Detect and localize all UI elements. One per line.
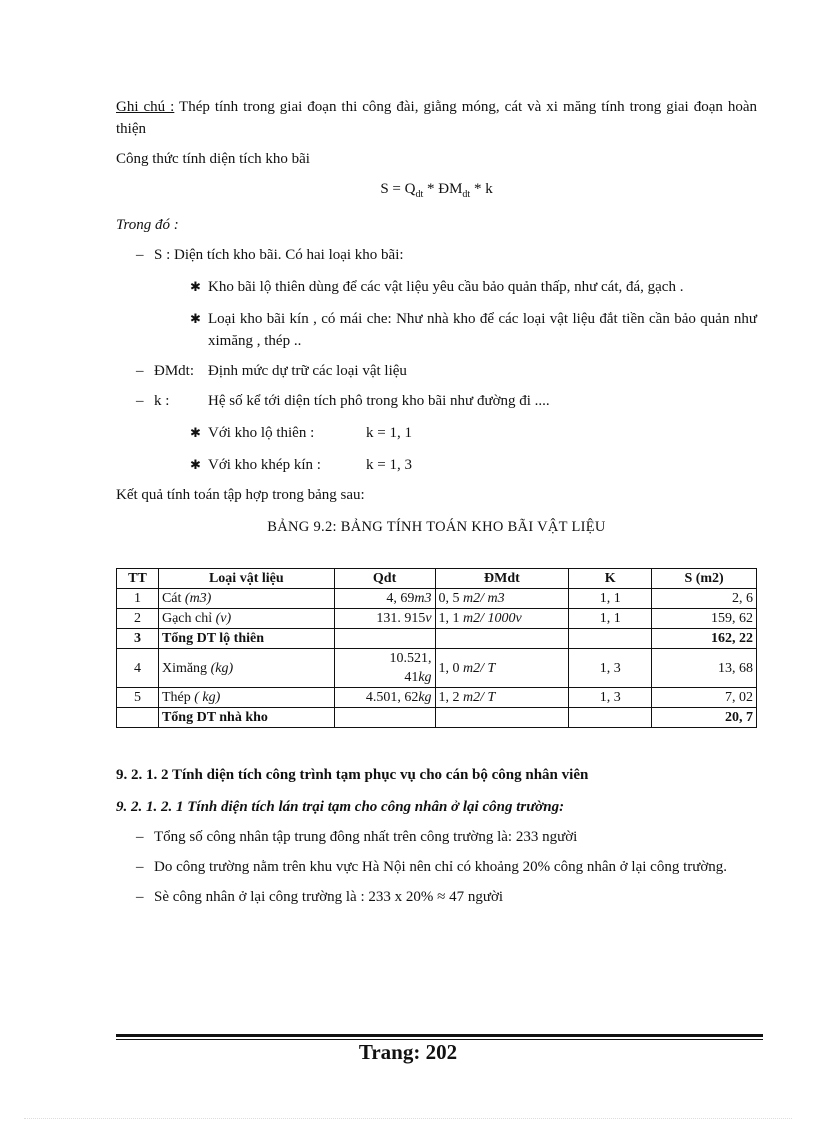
table-row: 4 Ximăng (kg) 10.521, 41kg 1, 0 m2/ T 1, 3 13, 68 bbox=[117, 649, 757, 688]
area-formula: $S = Q_{dt}$ * $ĐM_{dt}$ * k bbox=[380, 181, 493, 200]
storage-type-outdoor: ✱ Kho bãi lộ thiên dùng để các vật liệu yêu cầu bảo quản thấp, như cát, đá, gạch . bbox=[116, 276, 757, 298]
dash-bullet-icon: – bbox=[136, 859, 144, 875]
table-row-total-warehouse: Tổng DT nhà kho 20, 7 bbox=[117, 708, 757, 728]
page-content bbox=[116, 96, 757, 908]
k-closed: ✱ Với kho khép kín : k = 1, 3 bbox=[116, 454, 757, 476]
page-number: Trang: 202 bbox=[358, 1040, 458, 1064]
note-paragraph bbox=[116, 96, 757, 140]
workers-total: – Tổng số công nhân tập trung đông nhất trên công trường là: 233 người bbox=[116, 826, 757, 848]
col-tt: TT bbox=[117, 569, 159, 589]
star-bullet-icon: ✱ bbox=[190, 457, 201, 472]
definition-k: – k : Hệ số kể tới diện tích phô trong kho bãi như đường đi .... bbox=[116, 390, 757, 412]
k-outdoor: ✱ Với kho lộ thiên : k = 1, 1 bbox=[116, 422, 757, 444]
star-bullet-icon: ✱ bbox=[190, 425, 201, 440]
dash-bullet-icon: – bbox=[136, 889, 144, 905]
note-text: Thép tính trong giai đoạn thi công đài, giằng móng, cát và xi măng tính trong giai đoạn hoàn thiện bbox=[116, 99, 758, 137]
section-heading: 9. 2. 1. 2 Tính diện tích công trình tạm phục vụ cho cán bộ công nhân viên bbox=[116, 767, 589, 783]
col-material: Loại vật liệu bbox=[158, 569, 334, 589]
definition-dm: – ĐMdt: Định mức dự trữ các loại vật liệu bbox=[116, 360, 757, 382]
workers-percentage: – Do công trường nằm trên khu vực Hà Nội nên chỉ có khoảng 20% công nhân ở lại công trường. bbox=[116, 856, 757, 878]
formula-intro: Công thức tính diện tích kho bãi bbox=[116, 151, 310, 167]
star-bullet-icon: ✱ bbox=[190, 311, 201, 326]
table-row: 5 Thép ( kg) 4.501, 62kg 1, 2 m2/ T 1, 3 7, 02 bbox=[117, 688, 757, 708]
table-header-row bbox=[117, 569, 757, 589]
table-caption: BẢNG 9.2: BẢNG TÍNH TOÁN KHO BÃI VẬT LIỆU bbox=[267, 519, 606, 535]
star-bullet-icon: ✱ bbox=[190, 279, 201, 294]
col-dmdt: ĐMdt bbox=[435, 569, 569, 589]
dash-bullet-icon: – bbox=[136, 363, 144, 379]
dash-bullet-icon: – bbox=[136, 247, 144, 263]
col-s: S (m2) bbox=[652, 569, 757, 589]
table-row-total-outdoor: 3 Tổng DT lộ thiên 162, 22 bbox=[117, 629, 757, 649]
storage-table bbox=[116, 568, 757, 728]
trong-do-label: Trong đó : bbox=[116, 217, 179, 233]
col-k: K bbox=[569, 569, 652, 589]
workers-staying: – Sè công nhân ở lại công trường là : 233 x 20% ≈ 47 người bbox=[116, 886, 757, 908]
storage-type-closed: ✱ Loại kho bãi kín , có mái che: Như nhà kho để các loại vật liệu đắt tiền cần bảo quản như ximăng , thép .. bbox=[116, 308, 757, 352]
note-label: Ghi chú : bbox=[116, 99, 175, 115]
page-bottom-border bbox=[24, 1118, 792, 1119]
result-intro: Kết quả tính toán tập hợp trong bảng sau: bbox=[116, 487, 365, 503]
table-row: 1 Cát (m3) 4, 69m3 0, 5 m2/ m3 1, 1 2, 6 bbox=[117, 589, 757, 609]
table-row: 2 Gạch chỉ (v) 131. 915v 1, 1 m2/ 1000v 1, 1 159, 62 bbox=[117, 609, 757, 629]
dash-bullet-icon: – bbox=[136, 393, 144, 409]
dash-bullet-icon: – bbox=[136, 829, 144, 845]
definition-s: – S : Diện tích kho bãi. Có hai loại kho bãi: bbox=[116, 244, 757, 266]
col-qdt: Qdt bbox=[334, 569, 435, 589]
subsection-heading: 9. 2. 1. 2. 1 Tính diện tích lán trại tạm cho công nhân ở lại công trường: bbox=[116, 799, 565, 815]
